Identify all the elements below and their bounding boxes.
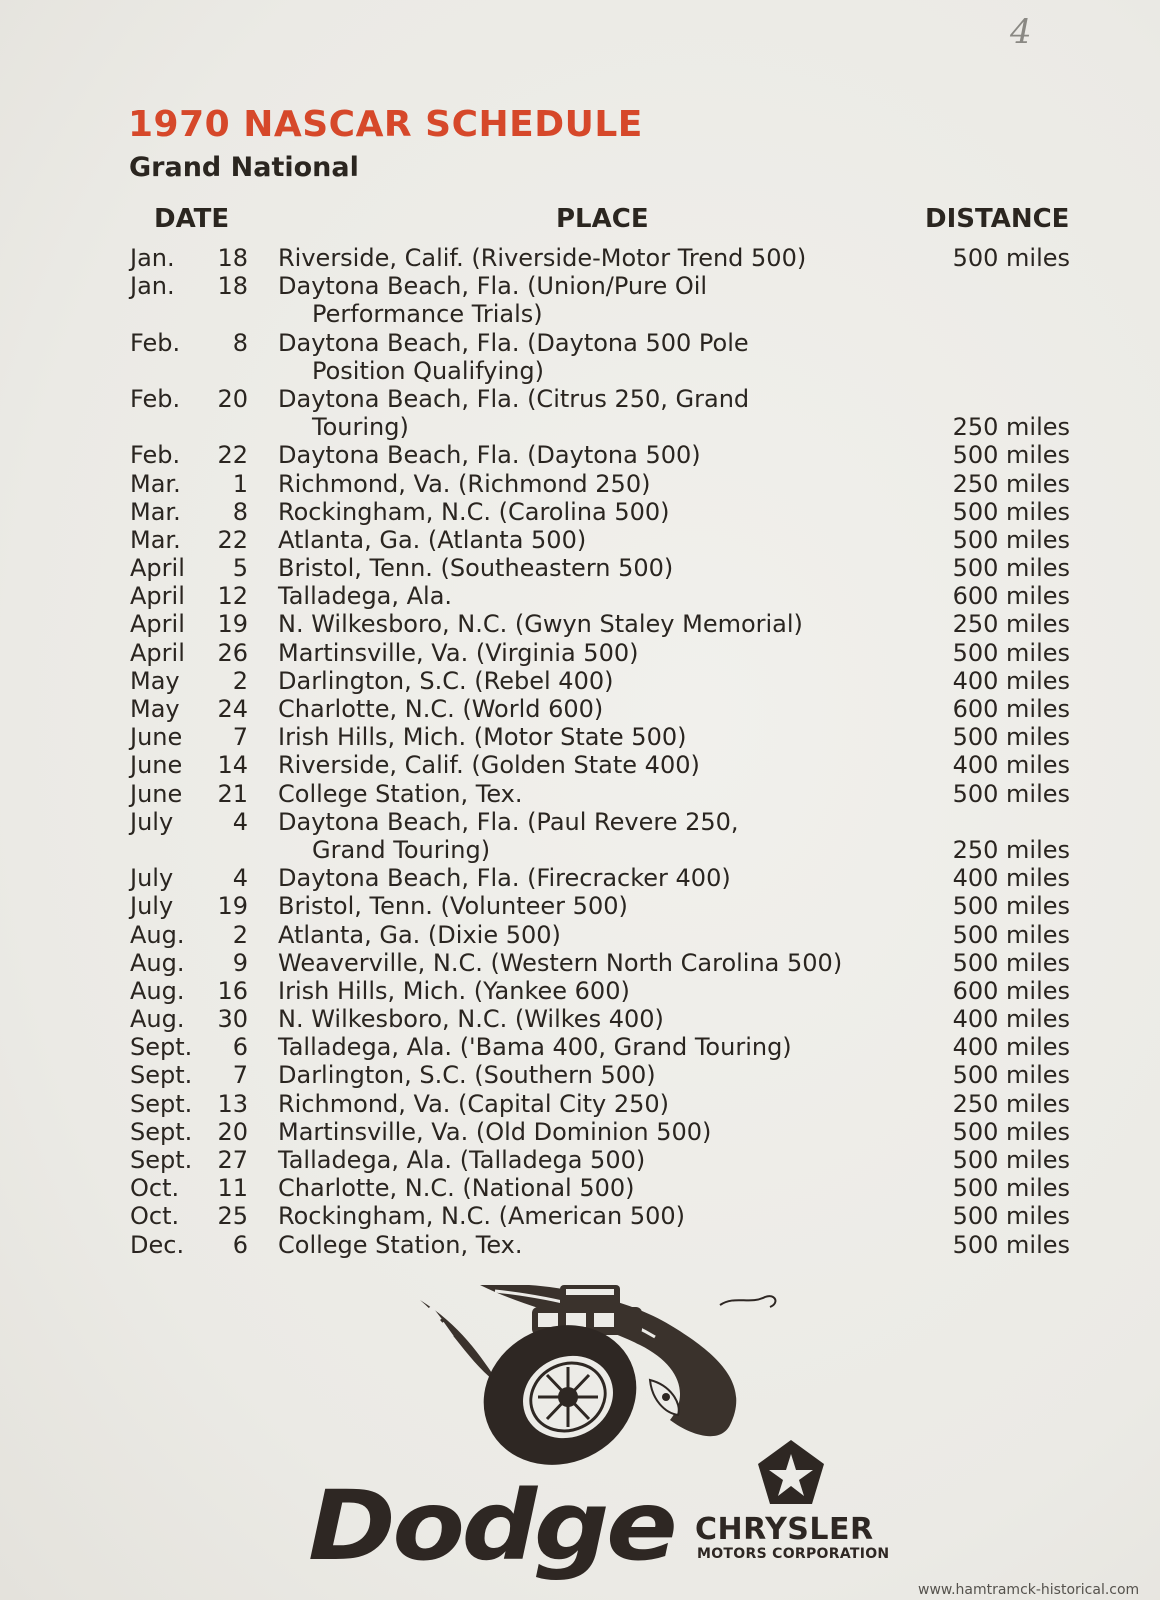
schedule-row	[0, 949, 1160, 977]
race-day: 12	[217, 582, 248, 611]
race-distance: 400 miles	[952, 1005, 1070, 1034]
schedule-row	[0, 329, 1160, 385]
race-day: 20	[217, 384, 248, 413]
schedule-row	[0, 667, 1160, 695]
race-place: Richmond, Va. (Capital City 250)	[278, 1089, 670, 1118]
dodge-logo: Dodge	[308, 1470, 675, 1582]
schedule-line	[0, 1118, 1160, 1146]
schedule-line	[0, 610, 1160, 638]
schedule-row	[0, 498, 1160, 526]
race-month: Sept.	[130, 1061, 193, 1090]
schedule-line	[0, 554, 1160, 582]
race-place: Rockingham, N.C. (Carolina 500)	[278, 497, 670, 526]
race-place: Daytona Beach, Fla. (Daytona 500 Pole	[278, 328, 749, 357]
schedule-line	[0, 498, 1160, 526]
schedule-line	[0, 329, 1160, 357]
race-distance: 500 miles	[952, 1061, 1070, 1090]
schedule-row	[0, 892, 1160, 920]
race-month: Sept.	[130, 1089, 193, 1118]
race-day: 9	[232, 948, 248, 977]
schedule-row	[0, 272, 1160, 328]
schedule-line-continued	[0, 836, 1160, 864]
schedule-line	[0, 1033, 1160, 1061]
schedule-row	[0, 1118, 1160, 1146]
race-place: Riverside, Calif. (Golden State 400)	[278, 751, 700, 780]
race-day: 4	[232, 807, 248, 836]
race-day: 21	[217, 779, 248, 808]
schedule-row	[0, 751, 1160, 779]
race-distance: 500 miles	[952, 525, 1070, 554]
race-distance: 600 miles	[952, 976, 1070, 1005]
schedule-line	[0, 892, 1160, 920]
race-day: 19	[217, 892, 248, 921]
race-distance: 500 miles	[952, 244, 1070, 272]
schedule-row	[0, 1090, 1160, 1118]
race-distance: 500 miles	[952, 723, 1070, 752]
race-month: Feb.	[130, 441, 181, 470]
race-month: June	[130, 779, 183, 808]
schedule-line	[0, 695, 1160, 723]
race-day: 24	[217, 695, 248, 723]
race-month: May	[130, 695, 180, 723]
race-place: Grand Touring)	[312, 835, 491, 864]
schedule-line	[0, 723, 1160, 751]
column-header-date: DATE	[154, 204, 230, 234]
chrysler-logo: CHRYSLER	[695, 1512, 874, 1547]
schedule-line	[0, 244, 1160, 272]
race-distance: 500 miles	[952, 1117, 1070, 1146]
race-month: Mar.	[130, 525, 181, 554]
race-schedule-table	[0, 244, 1160, 1259]
race-place: Daytona Beach, Fla. (Paul Revere 250,	[278, 807, 739, 836]
race-day: 18	[217, 244, 248, 272]
schedule-line	[0, 864, 1160, 892]
schedule-line	[0, 808, 1160, 836]
race-place: Martinsville, Va. (Old Dominion 500)	[278, 1117, 712, 1146]
schedule-line	[0, 921, 1160, 949]
schedule-line-continued	[0, 413, 1160, 441]
race-place: Atlanta, Ga. (Atlanta 500)	[278, 525, 587, 554]
race-month: Oct.	[130, 1202, 180, 1231]
race-month: July	[130, 807, 174, 836]
schedule-row	[0, 470, 1160, 498]
schedule-row	[0, 385, 1160, 441]
race-place: Talladega, Ala. (Talladega 500)	[278, 1146, 646, 1174]
race-month: Sept.	[130, 1117, 193, 1146]
schedule-line	[0, 1231, 1160, 1259]
schedule-row	[0, 780, 1160, 808]
race-place: Weaverville, N.C. (Western North Carolina 500)	[278, 948, 843, 977]
schedule-row	[0, 582, 1160, 610]
race-day: 25	[217, 1202, 248, 1231]
race-place: Richmond, Va. (Richmond 250)	[278, 469, 651, 498]
race-distance: 500 miles	[952, 948, 1070, 977]
race-distance: 400 miles	[952, 864, 1070, 893]
race-place: Atlanta, Ga. (Dixie 500)	[278, 920, 561, 949]
page-title: 1970 NASCAR SCHEDULE	[128, 104, 643, 145]
schedule-row	[0, 610, 1160, 638]
race-day: 14	[217, 751, 248, 780]
race-month: Aug.	[130, 920, 185, 949]
schedule-line	[0, 639, 1160, 667]
schedule-line	[0, 1202, 1160, 1230]
race-place: Talladega, Ala.	[278, 582, 453, 611]
race-month: Dec.	[130, 1230, 185, 1259]
race-place: College Station, Tex.	[278, 1230, 523, 1259]
schedule-line	[0, 272, 1160, 300]
race-place: Rockingham, N.C. (American 500)	[278, 1202, 686, 1231]
race-month: Aug.	[130, 976, 185, 1005]
schedule-row	[0, 1061, 1160, 1089]
schedule-line	[0, 977, 1160, 1005]
site-watermark: www.hamtramck-historical.com	[918, 1582, 1140, 1598]
race-distance: 500 miles	[952, 497, 1070, 526]
race-place: Charlotte, N.C. (World 600)	[278, 695, 604, 723]
race-day: 7	[232, 723, 248, 752]
race-day: 5	[232, 554, 248, 583]
schedule-line	[0, 1174, 1160, 1202]
race-distance: 500 miles	[952, 1146, 1070, 1174]
race-day: 4	[232, 864, 248, 893]
race-month: Mar.	[130, 497, 181, 526]
race-distance: 500 miles	[952, 779, 1070, 808]
schedule-line	[0, 385, 1160, 413]
race-month: July	[130, 864, 174, 893]
race-month: April	[130, 610, 185, 639]
race-month: June	[130, 751, 183, 780]
race-distance: 500 miles	[952, 638, 1070, 667]
page-subtitle: Grand National	[129, 152, 359, 183]
race-day: 8	[232, 328, 248, 357]
race-distance: 400 miles	[952, 1033, 1070, 1062]
race-month: Feb.	[130, 328, 181, 357]
race-place: Daytona Beach, Fla. (Daytona 500)	[278, 441, 701, 470]
race-place: Talladega, Ala. ('Bama 400, Grand Touring)	[278, 1033, 792, 1062]
race-place: Martinsville, Va. (Virginia 500)	[278, 638, 639, 667]
race-distance: 500 miles	[952, 554, 1070, 583]
race-month: July	[130, 892, 174, 921]
race-day: 18	[217, 272, 248, 301]
race-month: April	[130, 554, 185, 583]
schedule-line-continued	[0, 300, 1160, 328]
race-month: Aug.	[130, 1005, 185, 1034]
schedule-row	[0, 1202, 1160, 1230]
race-day: 7	[232, 1061, 248, 1090]
schedule-row	[0, 1005, 1160, 1033]
schedule-line	[0, 526, 1160, 554]
race-distance: 250 miles	[952, 1089, 1070, 1118]
race-distance: 400 miles	[952, 751, 1070, 780]
schedule-line	[0, 441, 1160, 469]
column-header-distance: DISTANCE	[925, 204, 1070, 234]
race-distance: 500 miles	[952, 920, 1070, 949]
race-month: Jan.	[130, 272, 175, 301]
schedule-row	[0, 921, 1160, 949]
race-day: 6	[232, 1230, 248, 1259]
race-month: May	[130, 666, 180, 695]
race-day: 6	[232, 1033, 248, 1062]
race-day: 30	[217, 1005, 248, 1034]
race-distance: 500 miles	[952, 892, 1070, 921]
race-day: 1	[232, 469, 248, 498]
pentastar-icon	[756, 1440, 826, 1510]
race-day: 16	[217, 976, 248, 1005]
race-place: N. Wilkesboro, N.C. (Gwyn Staley Memorial)	[278, 610, 803, 639]
race-place: Daytona Beach, Fla. (Citrus 250, Grand	[278, 384, 750, 413]
race-place: Darlington, S.C. (Southern 500)	[278, 1061, 656, 1090]
schedule-line	[0, 667, 1160, 695]
schedule-row	[0, 723, 1160, 751]
schedule-row	[0, 1174, 1160, 1202]
race-distance: 500 miles	[952, 1230, 1070, 1259]
race-day: 20	[217, 1117, 248, 1146]
schedule-line	[0, 582, 1160, 610]
column-header-place: PLACE	[556, 204, 649, 234]
race-place: Irish Hills, Mich. (Motor State 500)	[278, 723, 687, 752]
schedule-line	[0, 751, 1160, 779]
scat-pack-bee-tire-icon	[420, 1285, 800, 1465]
race-place: Position Qualifying)	[312, 356, 544, 385]
race-distance: 500 miles	[952, 1202, 1070, 1231]
race-distance: 600 miles	[952, 695, 1070, 723]
race-day: 27	[217, 1146, 248, 1174]
race-distance: 500 miles	[952, 1174, 1070, 1203]
race-month: Feb.	[130, 384, 181, 413]
race-place: Irish Hills, Mich. (Yankee 600)	[278, 976, 630, 1005]
race-day: 13	[217, 1089, 248, 1118]
race-month: June	[130, 723, 183, 752]
schedule-row	[0, 808, 1160, 864]
schedule-row	[0, 639, 1160, 667]
race-place: Touring)	[312, 413, 409, 442]
race-place: Riverside, Calif. (Riverside-Motor Trend 500)	[278, 244, 807, 272]
handwritten-page-number: 4	[1010, 12, 1032, 52]
schedule-line	[0, 1005, 1160, 1033]
schedule-line	[0, 1061, 1160, 1089]
race-month: April	[130, 638, 185, 667]
race-place: Daytona Beach, Fla. (Firecracker 400)	[278, 864, 731, 893]
schedule-row	[0, 1033, 1160, 1061]
race-day: 11	[217, 1174, 248, 1203]
chrysler-logo-subtitle: MOTORS CORPORATION	[697, 1546, 890, 1562]
race-place: Bristol, Tenn. (Southeastern 500)	[278, 554, 674, 583]
schedule-row	[0, 695, 1160, 723]
race-place: Performance Trials)	[312, 300, 543, 329]
race-month: Oct.	[130, 1174, 180, 1203]
race-distance: 250 miles	[952, 469, 1070, 498]
schedule-line	[0, 1090, 1160, 1118]
race-distance: 400 miles	[952, 666, 1070, 695]
race-distance: 500 miles	[952, 441, 1070, 470]
race-place: Bristol, Tenn. (Volunteer 500)	[278, 892, 628, 921]
schedule-row	[0, 864, 1160, 892]
schedule-line-continued	[0, 357, 1160, 385]
race-place: Darlington, S.C. (Rebel 400)	[278, 666, 614, 695]
schedule-row	[0, 554, 1160, 582]
race-month: Jan.	[130, 244, 175, 272]
schedule-line	[0, 470, 1160, 498]
race-distance: 250 miles	[952, 835, 1070, 864]
schedule-row	[0, 526, 1160, 554]
race-day: 22	[217, 525, 248, 554]
race-place: Charlotte, N.C. (National 500)	[278, 1174, 635, 1203]
race-day: 2	[232, 666, 248, 695]
race-month: Sept.	[130, 1033, 193, 1062]
race-distance: 600 miles	[952, 582, 1070, 611]
race-month: April	[130, 582, 185, 611]
schedule-row	[0, 1146, 1160, 1174]
schedule-row	[0, 977, 1160, 1005]
race-place: College Station, Tex.	[278, 779, 523, 808]
schedule-line	[0, 1146, 1160, 1174]
schedule-row	[0, 441, 1160, 469]
race-distance: 250 miles	[952, 610, 1070, 639]
race-day: 22	[217, 441, 248, 470]
race-day: 2	[232, 920, 248, 949]
race-day: 19	[217, 610, 248, 639]
race-place: N. Wilkesboro, N.C. (Wilkes 400)	[278, 1005, 664, 1034]
schedule-row	[0, 244, 1160, 272]
race-month: Aug.	[130, 948, 185, 977]
race-day: 26	[217, 638, 248, 667]
schedule-line	[0, 949, 1160, 977]
schedule-line	[0, 780, 1160, 808]
race-month: Sept.	[130, 1146, 193, 1174]
race-day: 8	[232, 497, 248, 526]
race-place: Daytona Beach, Fla. (Union/Pure Oil	[278, 272, 708, 301]
race-month: Mar.	[130, 469, 181, 498]
schedule-row	[0, 1231, 1160, 1259]
race-distance: 250 miles	[952, 413, 1070, 442]
